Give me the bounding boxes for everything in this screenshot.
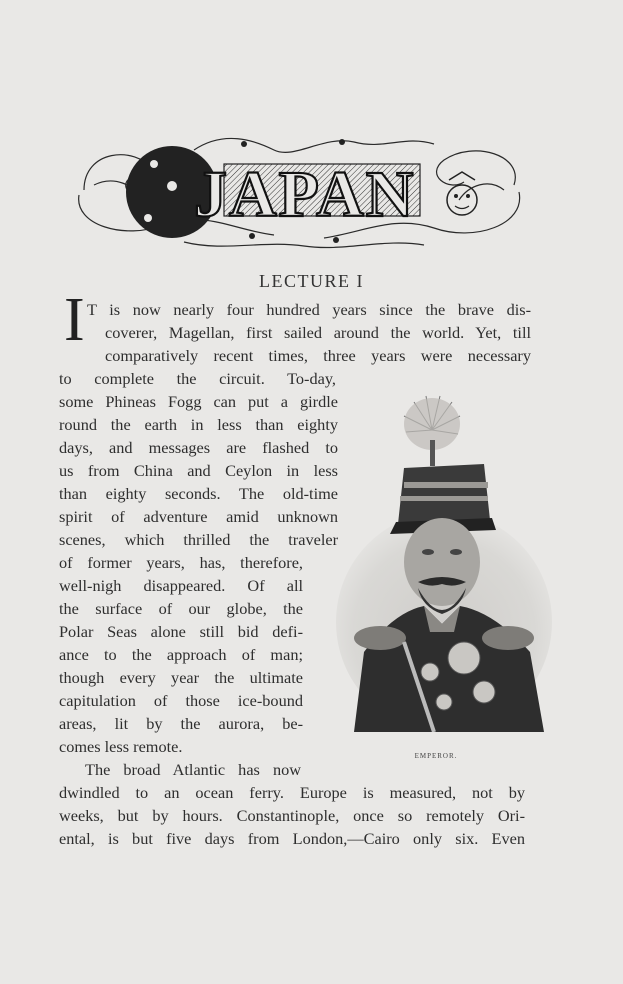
lecture-heading: LECTURE I: [259, 271, 364, 291]
text-line: spirit of adventure amid unknown: [59, 507, 338, 526]
text-line: round the earth in less than eighty: [59, 415, 338, 434]
ornament-scroll-icon: [74, 130, 526, 252]
portrait-caption: EMPEROR.: [414, 752, 458, 760]
text-line: of former years, has, therefore,: [59, 553, 303, 572]
text-line: scenes, which thrilled the traveler: [59, 530, 338, 549]
text-line: some Phineas Fogg can put a girdle: [59, 392, 338, 411]
title-banner: [74, 130, 526, 252]
text-line: comes less remote.: [59, 737, 183, 756]
text-line: to complete the circuit. To-day,: [59, 369, 336, 388]
text-line: coverer, Magellan, first sailed around the world. Yet, till: [105, 323, 531, 342]
emperor-portrait: [334, 392, 554, 732]
text-line: The broad Atlantic has now: [85, 760, 301, 779]
text-line: the surface of our globe, the: [59, 599, 303, 618]
text-line: ental, is but five days from London,—Cairo only six. Even: [59, 829, 525, 848]
text-line: Polar Seas alone still bid defi-: [59, 622, 303, 641]
portrait-illustration-icon: [334, 392, 554, 732]
text-line: dwindled to an ocean ferry. Europe is measured, not by: [59, 783, 525, 802]
text-line: comparatively recent times, three years were necessary: [105, 346, 531, 365]
text-line: areas, lit by the aurora, be-: [59, 714, 303, 733]
text-line: T is now nearly four hundred years since the brave dis-: [87, 300, 531, 319]
text-line: weeks, but by hours. Constantinople, once so remotely Ori-: [59, 806, 525, 825]
text-line: well-nigh disappeared. Of all: [59, 576, 303, 595]
banner-title: JAPAN: [194, 158, 416, 231]
text-line: capitulation of those ice-bound: [59, 691, 303, 710]
text-line: ance to the approach of man;: [59, 645, 303, 664]
text-line: than eighty seconds. The old-time: [59, 484, 338, 503]
text-line: days, and messages are flashed to: [59, 438, 338, 457]
text-line: though every year the ultimate: [59, 668, 303, 687]
drop-cap: I: [64, 286, 85, 354]
text-line: us from China and Ceylon in less: [59, 461, 338, 480]
